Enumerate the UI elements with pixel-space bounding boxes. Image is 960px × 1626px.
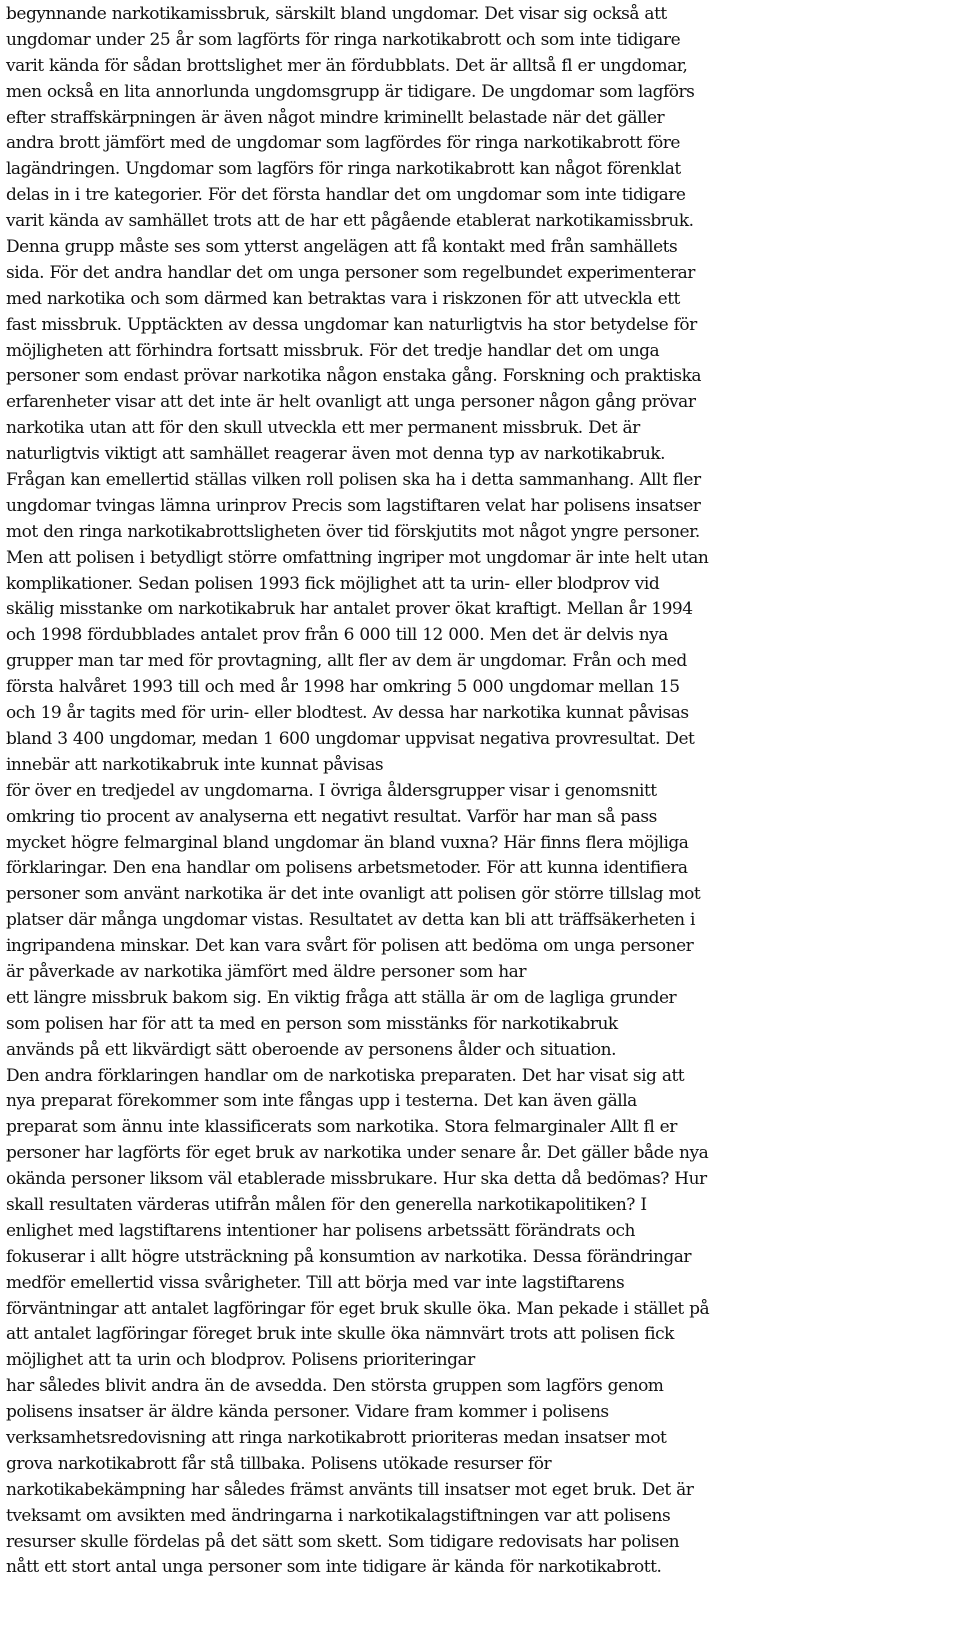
text-line: skälig misstanke om narkotikabruk har antalet prover ökat kraftigt. Mellan år 1994: [6, 599, 693, 620]
text-line: Men att polisen i betydligt större omfattning ingriper mot ungdomar är inte helt utan: [6, 547, 709, 568]
text-line: bland 3 400 ungdomar, medan 1 600 ungdomar uppvisat negativa provresultat. Det: [6, 728, 695, 749]
text-line: omkring tio procent av analyserna ett negativt resultat. Varför har man så pass: [6, 806, 657, 827]
text-line: personer som endast prövar narkotika någon enstaka gång. Forskning och praktiska: [6, 366, 702, 387]
text-line: preparat som ännu inte klassificerats som narkotika. Stora felmarginaler Allt fl er: [6, 1117, 677, 1138]
text-line: mycket högre felmarginal bland ungdomar än bland vuxna? Här finns flera möjliga: [6, 832, 689, 853]
text-line: som polisen har för att ta med en person som misstänks för narkotikabruk: [6, 1013, 618, 1034]
text-line: grupper man tar med för provtagning, allt fler av dem är ungdomar. Från och med: [6, 651, 687, 672]
text-line: möjlighet att ta urin och blodprov. Polisens prioriteringar: [6, 1350, 475, 1371]
text-line: sida. För det andra handlar det om unga personer som regelbundet experimenterar: [6, 262, 695, 283]
text-line: och 19 år tagits med för urin- eller blodtest. Av dessa har narkotika kunnat påvisas: [6, 703, 689, 724]
text-line: ungdomar tvingas lämna urinprov Precis som lagstiftaren velat har polisens insatser: [6, 495, 701, 516]
document-body: [6, 2, 960, 1581]
text-line: komplikationer. Sedan polisen 1993 fick möjlighet att ta urin- eller blodprov vid: [6, 573, 660, 594]
text-line: används på ett likvärdigt sätt oberoende av personens ålder och situation.: [6, 1039, 616, 1060]
text-line: lagändringen. Ungdomar som lagförs för ringa narkotikabrott kan något förenklat: [6, 159, 681, 180]
text-line: okända personer liksom väl etablerade missbrukare. Hur ska detta då bedömas? Hur: [6, 1169, 707, 1190]
text-line: förväntningar att antalet lagföringar för eget bruk skulle öka. Man pekade i stället på: [6, 1298, 710, 1319]
text-line: erfarenheter visar att det inte är helt ovanligt att unga personer någon gång prövar: [6, 392, 696, 413]
text-line: Frågan kan emellertid ställas vilken roll polisen ska ha i detta sammanhang. Allt fler: [6, 470, 701, 491]
text-line: men också en lita annorlunda ungdomsgrupp är tidigare. De ungdomar som lagförs: [6, 81, 695, 102]
text-line: ingripandena minskar. Det kan vara svårt för polisen att bedöma om unga personer: [6, 936, 694, 957]
text-line: mot den ringa narkotikabrottsligheten över tid förskjutits mot något yngre personer.: [6, 521, 700, 542]
text-line: möjligheten att förhindra fortsatt missbruk. För det tredje handlar det om unga: [6, 340, 660, 361]
text-line: efter straffskärpningen är även något mindre kriminellt belastade när det gäller: [6, 107, 665, 128]
text-line: att antalet lagföringar föreget bruk inte skulle öka nämnvärt trots att polisen fick: [6, 1324, 674, 1345]
text-line: resurser skulle fördelas på det sätt som skett. Som tidigare redovisats har polisen: [6, 1531, 680, 1552]
text-line: Den andra förklaringen handlar om de narkotiska preparaten. Det har visat sig att: [6, 1065, 685, 1086]
text-line: polisens insatser är äldre kända personer. Vidare fram kommer i polisens: [6, 1402, 609, 1423]
text-line: begynnande narkotikamissbruk, särskilt bland ungdomar. Det visar sig också att: [6, 4, 667, 24]
text-line: delas in i tre kategorier. För det första handlar det om ungdomar som inte tidigare: [6, 185, 686, 206]
text-line: skall resultaten värderas utifrån målen för den generella narkotikapolitiken? I: [6, 1194, 647, 1215]
text-line: narkotika utan att för den skull utveckla ett mer permanent missbruk. Det är: [6, 418, 640, 439]
text-line: och 1998 fördubblades antalet prov från 6 000 till 12 000. Men det är delvis nya: [6, 625, 668, 646]
text-line: personer som använt narkotika är det inte ovanligt att polisen gör större tillslag mot: [6, 884, 701, 905]
text-line: är påverkade av narkotika jämfört med äldre personer som har: [6, 961, 526, 982]
text-line: med narkotika och som därmed kan betraktas vara i riskzonen för att utveckla ett: [6, 288, 680, 309]
text-line: ungdomar under 25 år som lagförts för ringa narkotikabrott och som inte tidigare: [6, 29, 681, 50]
text-line: fokuserar i allt högre utsträckning på konsumtion av narkotika. Dessa förändringar: [6, 1246, 692, 1267]
text-line: personer har lagförts för eget bruk av narkotika under senare år. Det gäller både nya: [6, 1143, 709, 1164]
text-line: andra brott jämfört med de ungdomar som lagfördes för ringa narkotikabrott före: [6, 133, 680, 154]
text-line: innebär att narkotikabruk inte kunnat påvisas: [6, 754, 384, 775]
text-line: narkotikabekämpning har således främst använts till insatser mot eget bruk. Det är: [6, 1479, 694, 1500]
text-line: enlighet med lagstiftarens intentioner har polisens arbetssätt förändrats och: [6, 1220, 635, 1241]
text-line: för över en tredjedel av ungdomarna. I övriga åldersgrupper visar i genomsnitt: [6, 780, 657, 801]
text-line: ett längre missbruk bakom sig. En viktig fråga att ställa är om de lagliga grunder: [6, 987, 677, 1008]
text-line: nått ett stort antal unga personer som inte tidigare är kända för narkotikabrott.: [6, 1557, 662, 1578]
text-line: har således blivit andra än de avsedda. Den största gruppen som lagförs genom: [6, 1376, 664, 1397]
text-line: varit kända av samhället trots att de har ett pågående etablerat narkotikamissbruk.: [6, 211, 694, 232]
text-line: nya preparat förekommer som inte fångas upp i testerna. Det kan även gälla: [6, 1091, 637, 1112]
text-line: medför emellertid vissa svårigheter. Till att börja med var inte lagstiftarens: [6, 1272, 625, 1293]
text-line: platser där många ungdomar vistas. Resultatet av detta kan bli att träffsäkerheten i: [6, 910, 695, 931]
text-line: Denna grupp måste ses som ytterst angelägen att få kontakt med från samhällets: [6, 237, 678, 258]
text-line: tveksamt om avsikten med ändringarna i narkotikalagstiftningen var att polisens: [6, 1505, 671, 1526]
text-line: första halvåret 1993 till och med år 1998 har omkring 5 000 ungdomar mellan 15: [6, 677, 680, 698]
text-line: förklaringar. Den ena handlar om polisens arbetsmetoder. För att kunna identifiera: [6, 858, 688, 879]
text-line: varit kända för sådan brottslighet mer än fördubblats. Det är alltså fl er ungdomar,: [6, 55, 688, 76]
text-line: grova narkotikabrott får stå tillbaka. Polisens utökade resurser för: [6, 1453, 552, 1474]
text-line: verksamhetsredovisning att ringa narkotikabrott prioriteras medan insatser mot: [6, 1427, 667, 1448]
text-line: naturligtvis viktigt att samhället reagerar även mot denna typ av narkotikabruk.: [6, 444, 666, 465]
text-line: fast missbruk. Upptäckten av dessa ungdomar kan naturligtvis ha stor betydelse för: [6, 314, 697, 335]
